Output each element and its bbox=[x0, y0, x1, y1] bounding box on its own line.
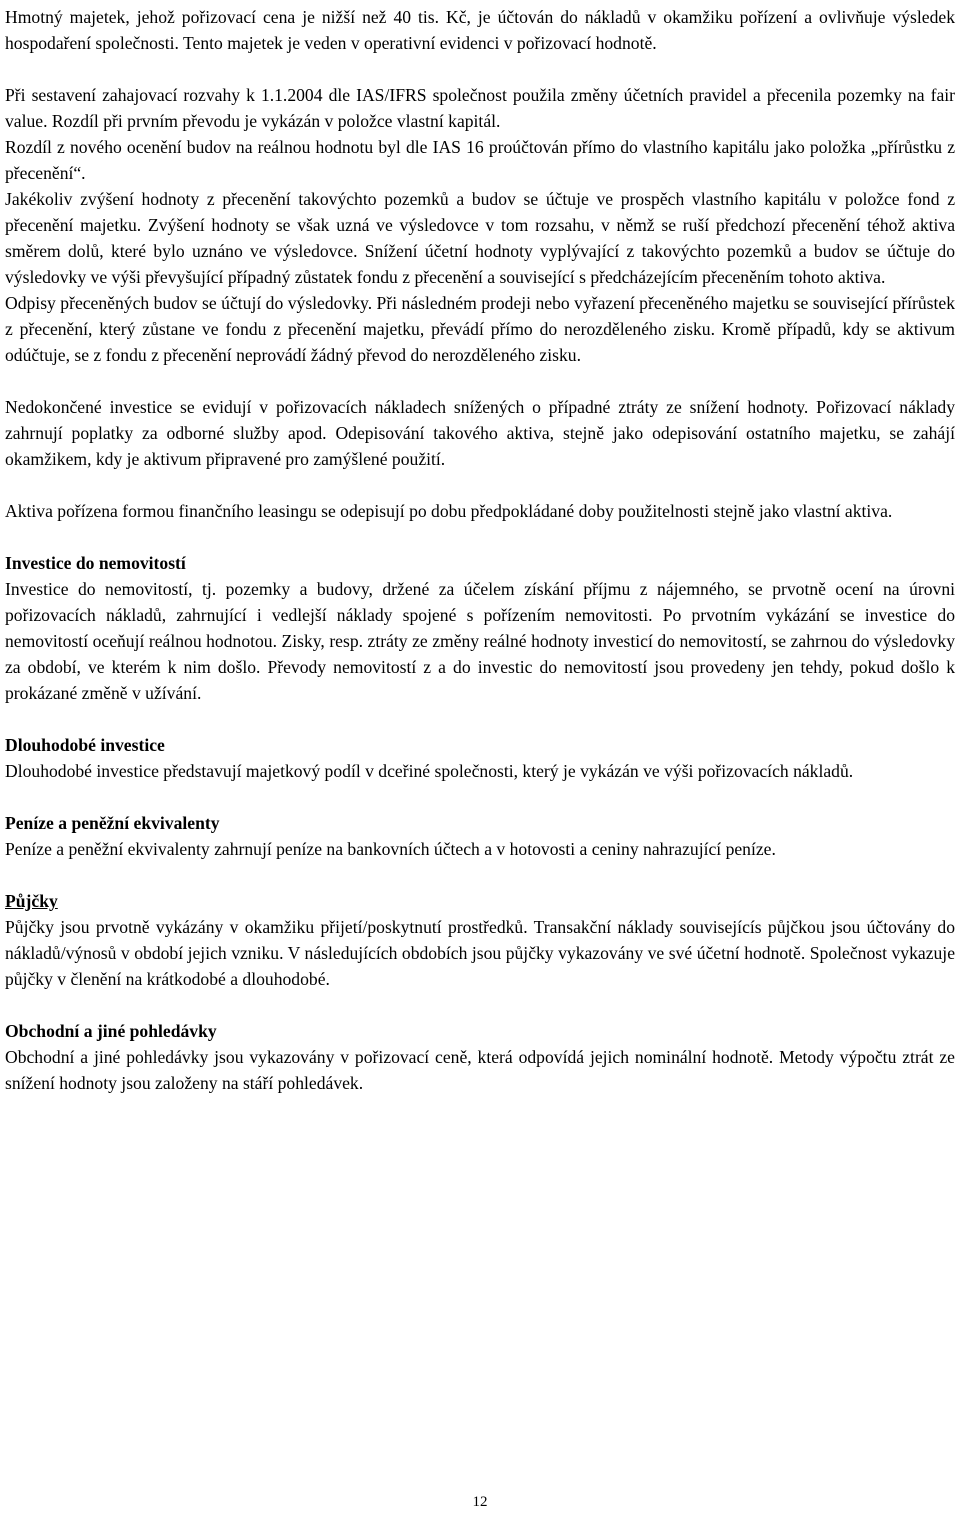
paragraph-spacer bbox=[5, 56, 955, 82]
paragraph-depreciation: Odpisy přeceněných budov se účtují do výsledovky. Při následném prodeji nebo vyřazení přeceněného majetku se související přírůstek z přecenění, který zůstane ve fondu z přecenění majetku, převádí přímo do nerozděleného zisku. Kromě případů, kdy se aktivum odúčtuje, se z fondu z přecenění neprovádí žádný převod do nerozděleného zisku. bbox=[5, 293, 955, 365]
heading-loans: Půjčky bbox=[5, 891, 58, 911]
heading-receivables: Obchodní a jiné pohledávky bbox=[5, 1021, 217, 1041]
paragraph-opening-balance: Při sestavení zahajovací rozvahy k 1.1.2004 dle IAS/IFRS společnost použila změny účetních pravidel a přecenila pozemky na fair value. Rozdíl při prvním převodu je vykázán v položce vlastní kapitál. bbox=[5, 85, 955, 131]
paragraph-spacer bbox=[5, 472, 955, 498]
paragraph-spacer bbox=[5, 992, 955, 1018]
paragraph-spacer bbox=[5, 524, 955, 550]
page-number: 12 bbox=[472, 1494, 488, 1510]
paragraph-spacer bbox=[5, 368, 955, 394]
paragraph-cash: Peníze a peněžní ekvivalenty zahrnují peníze na bankovních účtech a v hotovosti a ceniny nahrazující peníze. bbox=[5, 839, 776, 859]
paragraph-spacer bbox=[5, 862, 955, 888]
heading-long-term-investments: Dlouhodobé investice bbox=[5, 735, 165, 755]
paragraph-finance-lease: Aktiva pořízena formou finančního leasingu se odepisují po dobu předpokládané doby použitelnosti stejně jako vlastní aktiva. bbox=[5, 501, 893, 521]
document-page bbox=[5, 4, 955, 1096]
heading-cash: Peníze a peněžní ekvivalenty bbox=[5, 813, 220, 833]
paragraph-building-revaluation: Rozdíl z nového ocenění budov na reálnou hodnotu byl dle IAS 16 proúčtován přímo do vlastního kapitálu jako položka „přírůstku z přecenění“. bbox=[5, 137, 955, 183]
paragraph-spacer bbox=[5, 784, 955, 810]
paragraph-long-term-investments: Dlouhodobé investice představují majetkový podíl v dceřiné společnosti, který je vykázán ve výši pořizovacích nákladů. bbox=[5, 761, 854, 781]
heading-investment-property: Investice do nemovitostí bbox=[5, 553, 186, 573]
paragraph-investment-property: Investice do nemovitostí, tj. pozemky a budovy, držené za účelem získání příjmu z nájemného, se prvotně ocení na úrovni pořizovacích nákladů, zahrnující i vedlejší náklady spojené s pořízením nemovitosti. Po prvotním vykázání se investice do nemovitostí oceňují reálnou hodnotou. Zisky, resp. ztráty ze změny reálné hodnoty investicí do nemovitostí, se zahrnou do výsledovky za období, ve kterém k nim došlo. Převody nemovitostí z a do investic do nemovitostí jsou provedeny jen tehdy, pokud došlo k prokázané změně v užívání. bbox=[5, 579, 955, 703]
paragraph-low-value-assets: Hmotný majetek, jehož pořizovací cena je nižší než 40 tis. Kč, je účtován do nákladů v okamžiku pořízení a ovlivňuje výsledek hospodaření společnosti. Tento majetek je veden v operativní evidenci v pořizovací hodnotě. bbox=[5, 7, 955, 53]
paragraph-revaluation-increase: Jakékoliv zvýšení hodnoty z přecenění takovýchto pozemků a budov se účtuje ve prospěch vlastního kapitálu v položce fond z přecenění majetku. Zvýšení hodnoty se však uzná ve výsledovce v tom rozsahu, v němž se ruší předchozí přecenění téhož aktiva směrem dolů, které bylo uznáno ve výsledovce. Snížení účetní hodnoty vyplývající z takovýchto pozemků a budov se účtuje do výsledovky ve výši převyšující případný zůstatek fondu z přecenění a související s předcházejícím přeceněním tohoto aktiva. bbox=[5, 189, 955, 287]
paragraph-unfinished-investments: Nedokončené investice se evidují v pořizovacích nákladech snížených o případné ztráty ze snížení hodnoty. Pořizovací náklady zahrnují poplatky za odborné služby apod. Odepisování takového aktiva, stejně jako odepisování ostatního majetku, se zahájí okamžikem, kdy je aktivum připravené pro zamýšlené použití. bbox=[5, 397, 955, 469]
paragraph-receivables: Obchodní a jiné pohledávky jsou vykazovány v pořizovací ceně, která odpovídá jejich nominální hodnotě. Metody výpočtu ztrát ze snížení hodnoty jsou založeny na stáří pohledávek. bbox=[5, 1047, 955, 1093]
paragraph-loans: Půjčky jsou prvotně vykázány v okamžiku přijetí/poskytnutí prostředků. Transakční náklady souvisejícís půjčkou jsou účtovány do nákladů/výnosů v období jejich vzniku. V následujících obdobích jsou půjčky vykazovány ve své účetní hodnotě. Společnost vykazuje půjčky v členění na krátkodobé a dlouhodobé. bbox=[5, 917, 955, 989]
paragraph-spacer bbox=[5, 706, 955, 732]
